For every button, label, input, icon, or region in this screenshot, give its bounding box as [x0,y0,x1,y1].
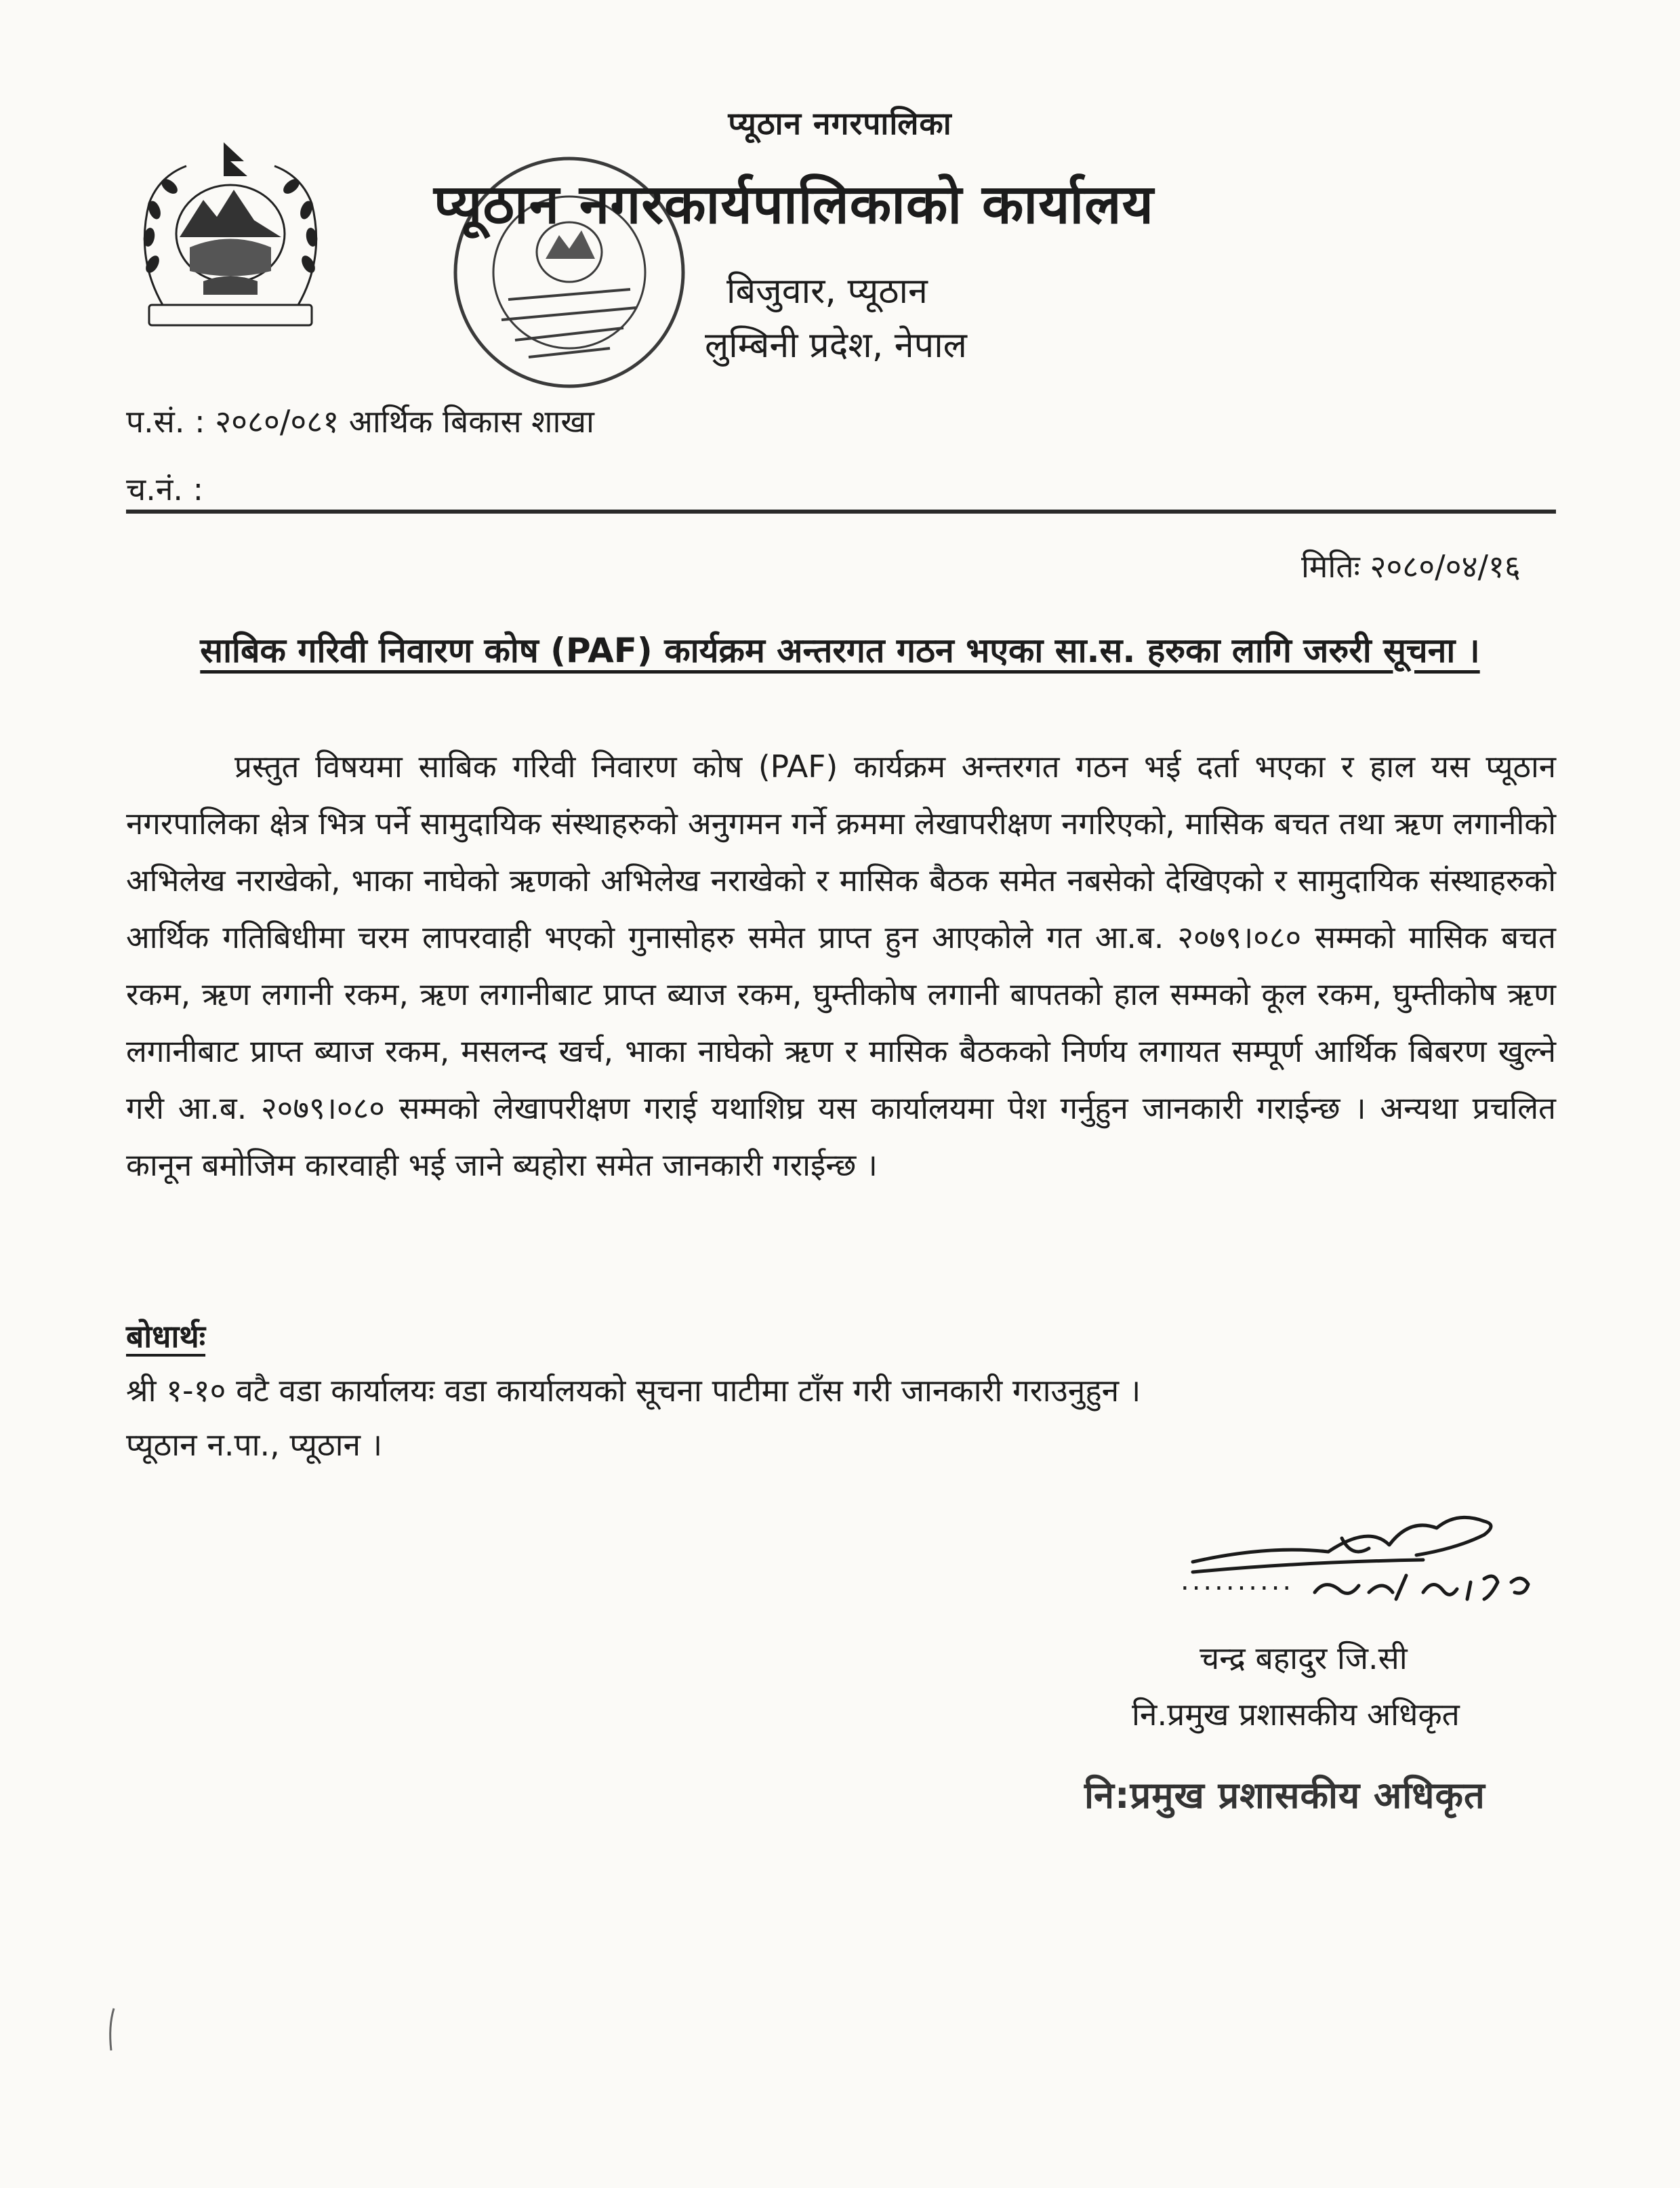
dispatch-number: च.नं. : [126,471,204,508]
copy-to-heading: बोधार्थः [126,1318,206,1355]
subject-heading: साबिक गरिवी निवारण कोष (PAF) कार्यक्रम अन्तरगत गठन भएका सा.स. हरुका लागि जरुरी सूचना । [200,631,1480,670]
office-title: प्यूठान नगरकार्यपालिकाको कार्यालय [434,173,1154,236]
paper-mark [102,2006,122,2053]
nepal-emblem-icon [122,136,339,339]
signer-designation: नि.प्रमुख प्रशासकीय अधिकृत [1132,1696,1460,1733]
handwritten-signature [1166,1498,1586,1626]
body-paragraph: प्रस्तुत विषयमा साबिक गरिवी निवारण कोष (PAF) कार्यक्रम अन्तरगत गठन भई दर्ता भएका र हाल यस प्यूठान नगरपालिका क्षेत्र भित्र पर्ने सामुदायिक संस्थाहरुको अनुगमन गर्ने क्रममा लेखापरीक्षण नगरिएको, मासिक बचत तथा ऋण लगानीको अभिलेख नराखेको, भाका नाघेको ऋणको अभिलेख नराखेको र मासिक बैठक समेत नबसेको देखिएको र सामुदायिक संस्थाहरुको आर्थिक गतिबिधीमा चरम लापरवाही भएको गुनासोहरु समेत प्राप्त हुन आएकोले गत आ.ब. २०७९।०८० सम्मको मासिक बचत रकम, ऋण लगानी रकम, ऋण लगानीबाट प्राप्त ब्याज रकम, घुम्तीकोष लगानी बापतको हाल सम्मको कूल रकम, घुम्तीकोष ऋण लगानीबाट प्राप्त ब्याज रकम, मसलन्द खर्च, भाका नाघेको ऋण र मासिक बैठकको निर्णय लगायत सम्पूर्ण आर्थिक बिबरण खुल्ने गरी आ.ब. २०७९।०८० सम्मको लेखापरीक्षण गराई यथाशिघ्र यस कार्यालयमा पेश गर्नुहुन जानकारी गराईन्छ । अन्यथा प्रचलित कानून बमोजिम कारवाही भई जाने ब्यहोरा समेत जानकारी गराईन्छ । [126,749,1556,1183]
letter-date: मितिः २०८०/०४/१६ [1301,548,1521,585]
municipality-name: प्यूठान नगरपालिका [728,105,952,142]
reference-number: प.सं. : २०८०/०८१ आर्थिक बिकास शाखा [126,403,594,440]
designation-stamp: नि:प्रमुख प्रशासकीय अधिकृत [1084,1774,1486,1817]
header-divider [126,510,1556,514]
signature-dots: .......... [1181,1565,1294,1596]
signer-name: चन्द्र बहादुर जि.सी [1200,1640,1408,1676]
copy-to-line: प्यूठान न.पा., प्यूठान । [126,1426,383,1463]
address-line-2: लुम्बिनी प्रदेश, नेपाल [705,325,967,366]
copy-to-line: श्री १-१० वटै वडा कार्यालयः वडा कार्यालयको सूचना पाटीमा टाँस गरी जानकारी गराउनुहुन । [126,1372,1141,1409]
address-line-1: बिजुवार, प्यूठान [726,271,928,312]
